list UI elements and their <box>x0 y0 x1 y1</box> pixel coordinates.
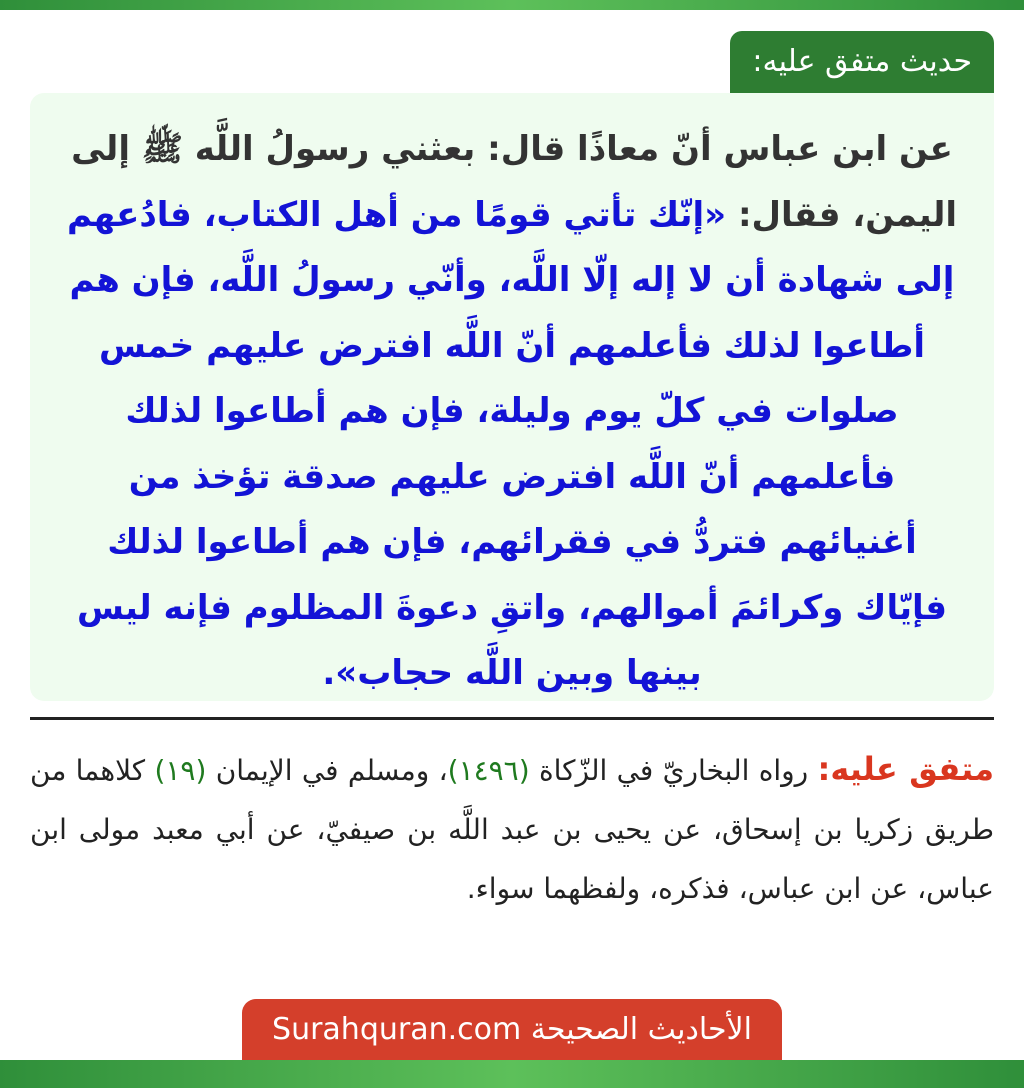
source-number-1: (١٤٩٦) <box>447 754 530 787</box>
source-text-2: ، ومسلم في الإيمان <box>206 754 448 787</box>
divider <box>30 717 994 720</box>
source-number-2: (١٩) <box>154 754 207 787</box>
bottom-green-bar <box>0 1060 1024 1088</box>
source-label: متفق عليه: <box>817 750 995 788</box>
site-badge[interactable]: الأحاديث الصحيحة Surahquran.com <box>242 999 782 1060</box>
source-paragraph <box>30 740 994 918</box>
hadith-type-label: حديث متفق عليه: <box>730 31 994 93</box>
source-text-3: كلاهما من طريق زكريا بن إسحاق، عن يحيى بن عبد اللَّه بن صيفيّ، عن أبي معبد مولى ابن عباس، عن ابن عباس، فذكره، ولفظهما سواء. <box>30 754 994 905</box>
hadith-box <box>30 93 994 701</box>
hadith-text: «إنّك تأتي قومًا من أهل الكتاب، فادُعهم إلى شهادة أن لا إله إلّا اللَّه، وأنّي رسولُ اللَّه، فإن هم أطاعوا لذلك فأعلمهم أنّ اللَّه افترض عليهم خمس صلوات في كلّ يوم وليلة، فإن هم أطاعوا لذلك فأعلمهم أنّ اللَّه افترض عليهم صدقة تؤخذ من أغنيائهم فتردُّ في فقرائهم، فإن هم أطاعوا لذلك فإيّاك وكرائمَ أموالهم، واتقِ دعوةَ المظلوم فإنه ليس بينها وبين اللَّه حجاب». <box>66 194 955 693</box>
source-text-1: رواه البخاريّ في الزّكاة <box>529 754 818 787</box>
hadith-narration: عن ابن عباس أنّ معاذًا قال: بعثني رسولُ اللَّه ﷺ إلى اليمن، فقال: <box>71 129 957 235</box>
top-green-bar <box>0 0 1024 10</box>
